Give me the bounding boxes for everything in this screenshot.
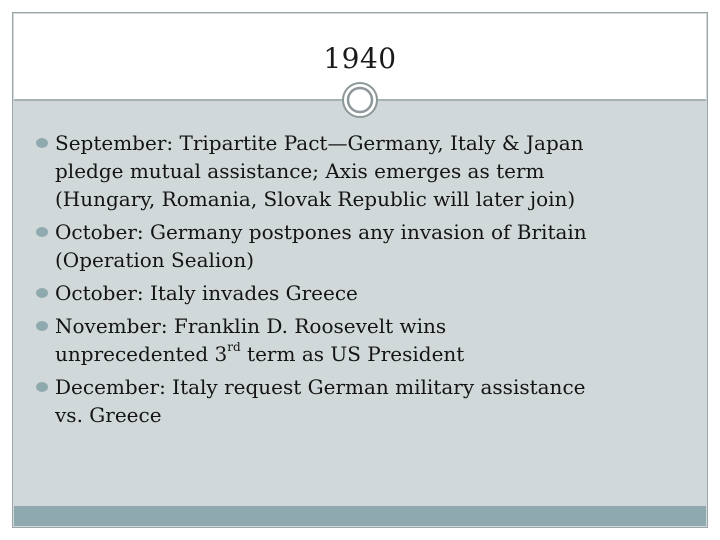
bullet-text-line: (Operation Sealion): [55, 248, 255, 272]
bullet-text-line: pledge mutual assistance; Axis emerges as term: [55, 159, 545, 183]
bullet-icon: [35, 287, 49, 299]
bullet-text-line: (Hungary, Romania, Slovak Republic will later join): [55, 187, 576, 211]
bullet-list: [35, 129, 705, 429]
slide-frame: [12, 12, 708, 528]
bullet-item: [35, 373, 705, 429]
bullet-text-segment: unprecedented 3: [55, 342, 228, 366]
bullet-item: [35, 312, 705, 368]
bullet-icon: [35, 320, 49, 332]
bullet-text-line: December: Italy request German military assistance: [55, 375, 586, 399]
bullet-text-line: September: Tripartite Pact—Germany, Italy & Japan: [55, 131, 584, 155]
bullet-item: [35, 218, 705, 274]
bullet-text-line: vs. Greece: [55, 403, 162, 427]
bullet-text-segment: term as US President: [240, 342, 465, 366]
bullet-icon: [35, 226, 49, 238]
circle-ornament-icon: [342, 82, 378, 118]
bullet-text-line: October: Italy invades Greece: [55, 281, 358, 305]
slide-title: 1940: [323, 42, 397, 75]
bullet-text-line: October: Germany postpones any invasion of Britain: [55, 220, 587, 244]
footer-bar: [14, 506, 706, 526]
bullet-item: [35, 129, 705, 213]
bullet-text-line: November: Franklin D. Roosevelt wins: [55, 314, 447, 338]
bullet-icon: [35, 137, 49, 149]
bullet-icon: [35, 381, 49, 393]
slide-content: [35, 129, 705, 434]
ordinal-superscript: rd: [227, 340, 241, 355]
bullet-text-line: [55, 340, 705, 368]
bullet-item: [35, 279, 705, 307]
